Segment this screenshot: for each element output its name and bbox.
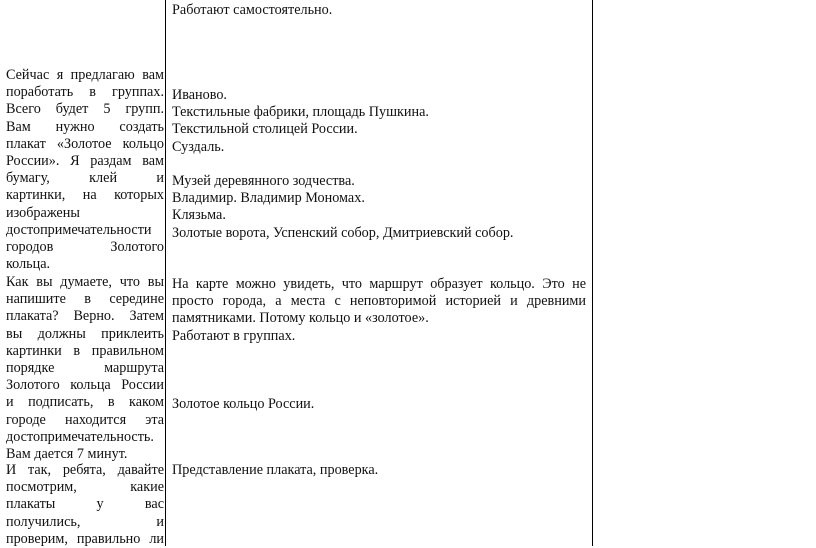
text-line: достопримечательности	[6, 221, 152, 238]
text-line: Суздаль.	[172, 138, 225, 155]
students-work-groups: Работают в группах.	[172, 327, 296, 344]
text-line: изображены	[6, 204, 80, 221]
text-line: Всего будет 5 групп.	[6, 101, 164, 118]
text-line: кольца.	[6, 256, 51, 273]
answers-block-2	[172, 173, 513, 242]
text-line: Текстильные фабрики, площадь Пушкина.	[172, 104, 429, 121]
text-line: плакат «Золотое кольцо	[6, 135, 164, 152]
text-line: Вам дается 7 минут.	[6, 446, 128, 463]
text-line: Вам нужно создать	[6, 118, 164, 135]
poster-presentation: Представление плаката, проверка.	[172, 462, 379, 478]
text-line: Иваново.	[172, 87, 227, 103]
text-line: вы должны приклеить	[6, 325, 164, 342]
poster-center-text: Золотое кольцо России.	[172, 396, 315, 412]
text-line: памятниками. Потому кольцо и «золотое».	[172, 310, 429, 327]
text-line: городе находится эта	[6, 411, 164, 428]
text-line: напишите в середине	[6, 291, 164, 308]
answers-block-1	[172, 87, 429, 156]
text-line: просто города, а места с неповторимой историей и древними	[172, 293, 586, 310]
text-line: Музей деревянного зодчества.	[172, 173, 355, 189]
text-line: получились, и	[6, 513, 164, 530]
students-work-alone: Работают самостоятельно.	[172, 2, 333, 18]
text-line: Владимир. Владимир Мономах.	[172, 190, 365, 207]
text-line: картинки, на которых	[6, 187, 164, 204]
text-line: Сейчас я предлагаю вам	[6, 67, 164, 83]
text-line: посмотрим, какие	[6, 479, 164, 496]
text-line: городов Золотого	[6, 239, 164, 256]
text-line: и подписать, в каком	[6, 394, 164, 411]
text-line: поработать в группах.	[6, 84, 164, 101]
text-line: картинки в правильном	[6, 342, 164, 359]
text-line: плакаты у вас	[6, 496, 164, 513]
table-line-right	[592, 0, 593, 546]
text-line: Как вы думаете, что вы	[6, 274, 164, 290]
table-line-left	[165, 0, 166, 546]
text-line: Клязьма.	[172, 207, 226, 224]
text-line: Золотые ворота, Успенский собор, Дмитриевский собор.	[172, 224, 514, 241]
text-line: достопримечательность.	[6, 428, 154, 445]
text-line: Текстильной столицей России.	[172, 121, 358, 138]
text-line: проверим, правильно ли	[6, 530, 164, 547]
teacher-instructions-block	[6, 67, 164, 273]
text-line: России». Я раздам вам	[6, 153, 164, 170]
text-line: плаката? Верно. Затем	[6, 308, 164, 325]
text-line: порядке маршрута	[6, 360, 164, 377]
teacher-review-block	[6, 462, 164, 548]
text-line: бумагу, клей и	[6, 170, 164, 187]
teacher-task-block	[6, 274, 164, 463]
map-paragraph	[172, 276, 586, 345]
text-line: Золотого кольца России	[6, 377, 164, 394]
text-line: На карте можно увидеть, что маршрут образует кольцо. Это не	[172, 276, 586, 292]
text-line: И так, ребята, давайте	[6, 462, 164, 478]
